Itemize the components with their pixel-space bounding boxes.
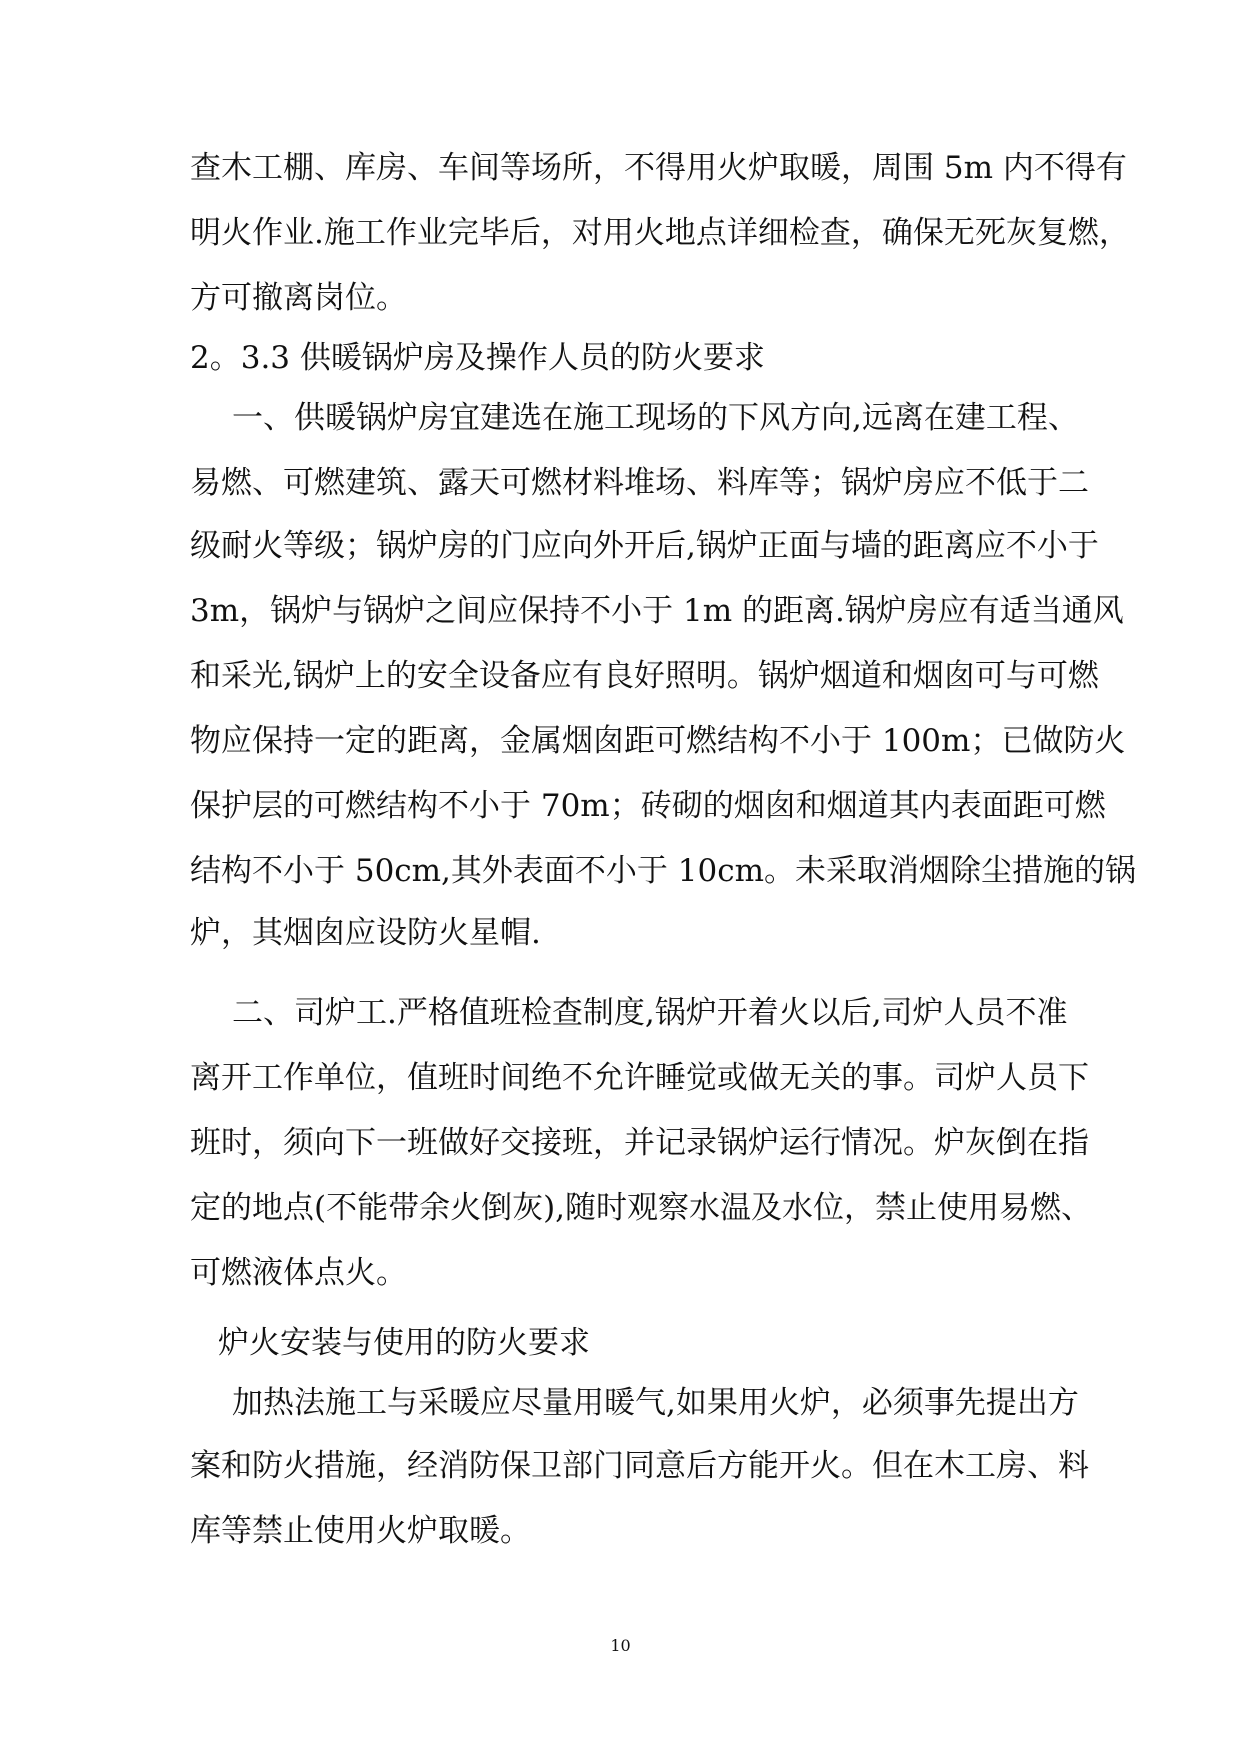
body-text-line: 定的地点(不能带余火倒灰),随时观察水温及水位，禁止使用易燃、	[190, 1190, 1093, 1226]
body-text-line: 一、供暖锅炉房宜建选在施工现场的下风方向,远离在建工程、	[232, 400, 1079, 436]
body-text-line: 离开工作单位，值班时间绝不允许睡觉或做无关的事。司炉人员下	[190, 1060, 1089, 1096]
body-text-line: 查木工棚、库房、车间等场所，不得用火炉取暖，周围 5m 内不得有	[190, 150, 1127, 186]
body-text-line: 物应保持一定的距离，金属烟囱距可燃结构不小于 100m；已做防火	[190, 723, 1126, 759]
body-text-line: 保护层的可燃结构不小于 70m；砖砌的烟囱和烟道其内表面距可燃	[190, 788, 1106, 824]
page-number: 10	[610, 1636, 631, 1655]
body-text-line: 易燃、可燃建筑、露天可燃材料堆场、料库等；锅炉房应不低于二	[190, 465, 1089, 501]
subsection-heading: 炉火安装与使用的防火要求	[218, 1325, 590, 1361]
body-text-line: 方可撤离岗位。	[190, 280, 407, 316]
body-text-line: 二、司炉工.严格值班检查制度,锅炉开着火以后,司炉人员不准	[232, 995, 1068, 1031]
body-text-line: 班时，须向下一班做好交接班，并记录锅炉运行情况。炉灰倒在指	[190, 1125, 1089, 1161]
body-text-line: 案和防火措施，经消防保卫部门同意后方能开火。但在木工房、料	[190, 1448, 1089, 1484]
body-text-line: 明火作业.施工作业完毕后，对用火地点详细检查，确保无死灰复燃，	[190, 215, 1130, 251]
body-text-line: 结构不小于 50cm,其外表面不小于 10cm。未采取消烟除尘措施的锅	[190, 853, 1136, 889]
section-heading: 2。3.3 供暖锅炉房及操作人员的防火要求	[190, 340, 765, 376]
body-text-line: 可燃液体点火。	[190, 1255, 407, 1291]
body-text-line: 级耐火等级；锅炉房的门应向外开后,锅炉正面与墙的距离应不小于	[190, 528, 1099, 564]
body-text-line: 炉，其烟囱应设防火星帽.	[190, 915, 541, 951]
body-text-line: 3m，锅炉与锅炉之间应保持不小于 1m 的距离.锅炉房应有适当通风	[190, 593, 1124, 629]
body-text-line: 和采光,锅炉上的安全设备应有良好照明。锅炉烟道和烟囱可与可燃	[190, 658, 1099, 694]
body-text-line: 库等禁止使用火炉取暖。	[190, 1513, 531, 1549]
body-text-line: 加热法施工与采暖应尽量用暖气,如果用火炉，必须事先提出方	[232, 1385, 1079, 1421]
